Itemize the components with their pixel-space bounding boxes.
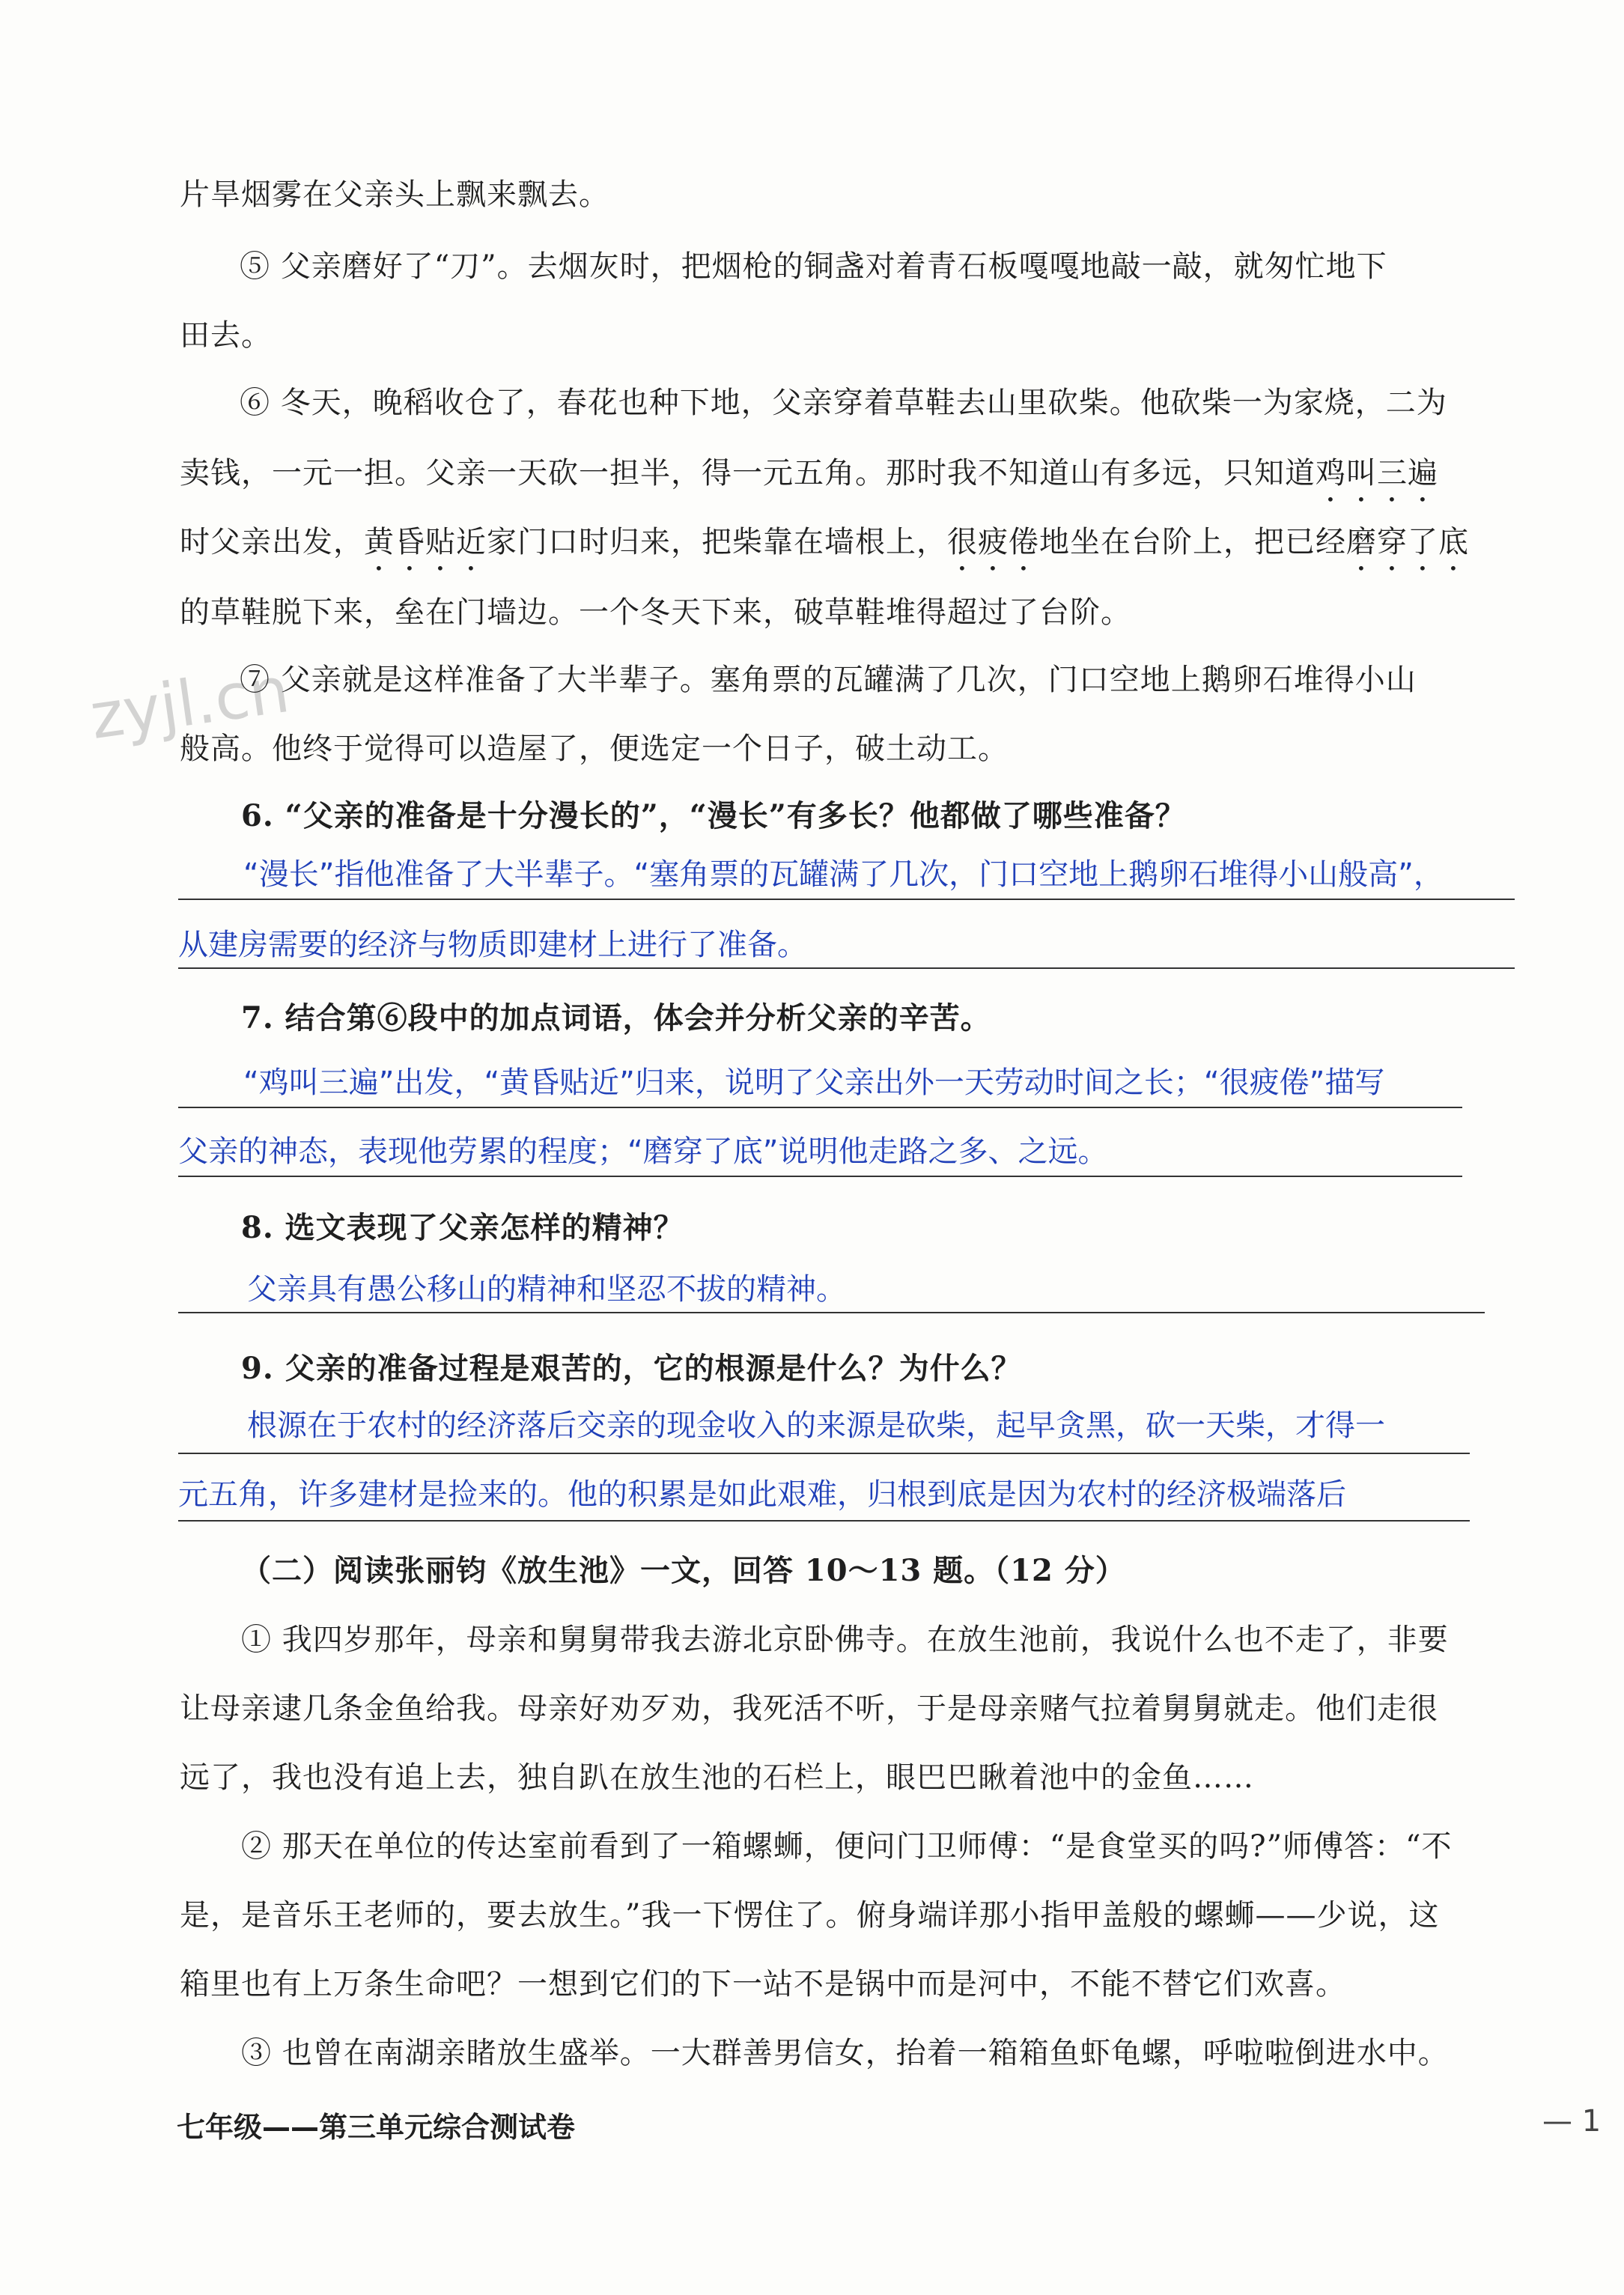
answer-line (178, 899, 1515, 900)
question-9: 9. 父亲的准备过程是艰苦的，它的根源是什么？为什么？ (241, 1351, 1022, 1386)
section-2-paragraph-1-line-1: ① 我四岁那年，母亲和舅舅带我去游北京卧佛寺。在放生池前，我说什么也不走了，非要 (241, 1623, 1449, 1657)
section-2-paragraph-1-line-2: 让母亲逮几条金鱼给我。母亲好劝歹劝，我死活不听，于是母亲赌气拉着舅舅就走。他们走很 (180, 1691, 1438, 1726)
section-2-paragraph-2-line-1: ② 那天在单位的传达室前看到了一箱螺蛳，便问门卫师傅：“是食堂买的吗?”师傅答：“不 (241, 1829, 1453, 1864)
answer-7-line-2: 父亲的神态，表现他劳累的程度；“磨穿了底”说明他走路之多、之远。 (178, 1134, 1108, 1169)
answer-8-line-1: 父亲具有愚公移山的精神和坚忍不拔的精神。 (247, 1272, 846, 1307)
answer-line (178, 1312, 1485, 1313)
footer-title: 七年级——第三单元综合测试卷 (177, 2111, 576, 2144)
answer-line (178, 967, 1515, 969)
emphasized-words: 磨穿了底 (1346, 525, 1469, 559)
answer-7-line-1: “鸡叫三遍”出发，“黄昏贴近”归来，说明了父亲出外一天劳动时间之长；“很疲倦”描写 (243, 1066, 1385, 1100)
answer-line (178, 1107, 1462, 1108)
emphasized-words: 黄昏贴近 (364, 525, 487, 559)
section-2-paragraph-2-line-3: 箱里也有上万条生命吧？一想到它们的下一站不是锅中而是河中，不能不替它们欢喜。 (180, 1967, 1346, 2001)
paragraph-6-line-2 (180, 452, 1438, 508)
paragraph-5-line-1: ⑤ 父亲磨好了“刀”。去烟灰时，把烟枪的铜盏对着青石板嘎嘎地敲一敲，就匆忙地下 (240, 249, 1387, 284)
paragraph-6-line-3 (180, 521, 1469, 577)
answer-6-line-1: “漫长”指他准备了大半辈子。“塞角票的瓦罐满了几次，门口空地上鹅卵石堆得小山般高”， (243, 857, 1444, 892)
question-8: 8. 选文表现了父亲怎样的精神？ (241, 1210, 684, 1245)
text-segment: 地坐在台阶上，把已经 (1039, 525, 1346, 559)
paragraph-line: 片旱烟雾在父亲头上飘来飘去。 (180, 177, 609, 212)
section-2-heading: （二）阅读张丽钧《放生池》一文，回答 10～13 题。（12 分） (241, 1553, 1126, 1588)
page-number: — 1 (1542, 2104, 1602, 2139)
answer-line (178, 1453, 1470, 1454)
answer-6-line-2: 从建房需要的经济与物质即建材上进行了准备。 (178, 928, 807, 962)
paragraph-6-line-4: 的草鞋脱下来，垒在门墙边。一个冬天下来，破草鞋堆得超过了台阶。 (180, 595, 1131, 630)
answer-line (178, 1520, 1470, 1522)
section-2-paragraph-2-line-2: 是，是音乐王老师的，要去放生。”我一下愣住了。俯身端详那小指甲盖般的螺蛳——少说，这 (180, 1898, 1440, 1933)
answer-9-line-1: 根源在于农村的经济落后交亲的现金收入的来源是砍柴，起早贪黑，砍一天柴，才得一 (247, 1408, 1385, 1443)
question-6: 6. “父亲的准备是十分漫长的”，“漫长”有多长？他都做了哪些准备？ (241, 798, 1186, 833)
text-segment: 时父亲出发， (180, 525, 364, 559)
watermark: zyjl.cn (85, 652, 294, 754)
text-segment: 家门口时归来，把柴靠在墙根上， (487, 525, 947, 559)
paragraph-7-line-1: ⑦ 父亲就是这样准备了大半辈子。塞角票的瓦罐满了几次，门口空地上鹅卵石堆得小山 (240, 663, 1417, 697)
paragraph-5-line-2: 田去。 (180, 318, 272, 353)
answer-line (178, 1176, 1462, 1177)
paragraph-7-line-2: 般高。他终于觉得可以造屋了，便选定一个日子，破土动工。 (180, 732, 1009, 766)
emphasized-words: 鸡叫三遍 (1316, 456, 1438, 490)
emphasized-words: 很疲倦 (947, 525, 1039, 559)
answer-9-line-2: 元五角，许多建材是捡来的。他的积累是如此艰难，归根到底是因为农村的经济极端落后 (178, 1477, 1346, 1512)
section-2-paragraph-1-line-3: 远了，我也没有追上去，独自趴在放生池的石栏上，眼巴巴瞅着池中的金鱼…… (180, 1760, 1254, 1795)
section-2-paragraph-3-line-1: ③ 也曾在南湖亲睹放生盛举。一大群善男信女，抬着一箱箱鱼虾龟螺，呼啦啦倒进水中。 (241, 2036, 1449, 2070)
paragraph-6-line-1: ⑥ 冬天，晚稻收仓了，春花也种下地，父亲穿着草鞋去山里砍柴。他砍柴一为家烧，二为 (240, 386, 1447, 420)
text-segment: 卖钱，一元一担。父亲一天砍一担半，得一元五角。那时我不知道山有多远，只知道 (180, 456, 1316, 490)
question-7: 7. 结合第⑥段中的加点词语，体会并分析父亲的辛苦。 (241, 1000, 991, 1036)
